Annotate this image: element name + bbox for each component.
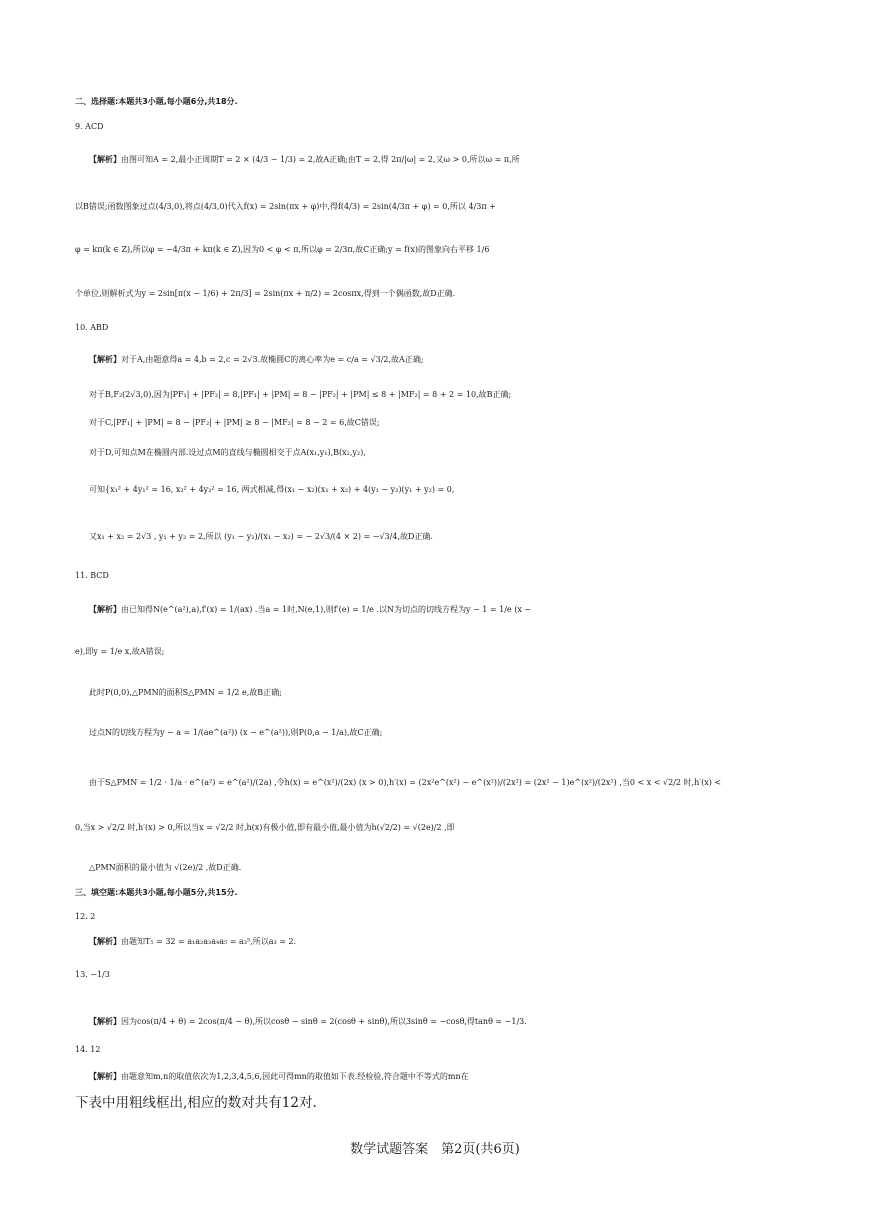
q12-answer: 12. 2 xyxy=(75,912,96,921)
q11-line-3: 此时P(0,0),△PMN的面积S△PMN = 1/2 e,故B正确; xyxy=(89,688,282,697)
q14-line-1: 【解析】由题意知m,n的取值依次为1,2,3,4,5,6,因此可得mn的取值如下表.经检验,符合题中不等式的mn在 xyxy=(89,1072,469,1081)
q10-line-6: 又x₁ + x₂ = 2√3 , y₁ + y₂ = 2,所以 (y₁ − y₂)/(x₁ − x₂) = − 2√3/(4 × 2) = −√3/4,故D正确. xyxy=(89,532,433,541)
q14-answer: 14. 12 xyxy=(75,1045,101,1054)
q11-line-4: 过点N的切线方程为y − a = 1/(ae^(a²)) (x − e^(a²)),则P(0,a − 1/a),故C正确; xyxy=(89,728,383,737)
q13-line-1: 【解析】因为cos(π/4 + θ) = 2cos(π/4 − θ),所以cosθ − sinθ = 2(cosθ + sinθ),所以3sinθ = −cosθ,得tanθ = −1/3. xyxy=(89,1017,527,1026)
q13-answer: 13. −1/3 xyxy=(75,970,110,979)
section-heading-fill: 三、填空题:本题共3小题,每小题5分,共15分. xyxy=(75,888,238,897)
analysis-tag: 【解析】 xyxy=(89,937,121,946)
q11-line-2: e),即y = 1/e x,故A错误; xyxy=(75,647,165,656)
analysis-tag: 【解析】 xyxy=(89,1017,121,1026)
q9-line-3: φ = kπ(k ∈ Z),所以φ = −4/3π + kπ(k ∈ Z),因为0 < φ < π,所以φ = 2/3π,故C正确;y = f(x)的图象向右平移 1/6 xyxy=(75,245,490,254)
q10-line-1: 【解析】对于A,由题意得a = 4,b = 2,c = 2√3.故椭圆C的离心率为e = c/a = √3/2,故A正确; xyxy=(89,355,424,364)
q9-answer: 9. ACD xyxy=(75,122,104,131)
q14-line-2: 下表中用粗线框出,相应的数对共有12对. xyxy=(75,1095,317,1111)
q9-line-2: 以B错误;函数图象过点(4/3,0),将点(4/3,0)代入f(x) = 2sin(πx + φ)中,得f(4/3) = 2sin(4/3π + φ) = 0,所以 4/3π + xyxy=(75,202,496,211)
analysis-tag: 【解析】 xyxy=(89,355,121,364)
analysis-tag: 【解析】 xyxy=(89,1072,121,1081)
analysis-tag: 【解析】 xyxy=(89,605,121,614)
q10-line-5: 可知{x₁² + 4y₁² = 16, x₂² + 4y₂² = 16, 两式相减,得(x₁ − x₂)(x₁ + x₂) + 4(y₁ − y₂)(y₁ + y₂) = 0, xyxy=(89,485,455,494)
q10-line-3: 对于C,|PF₁| + |PM| = 8 − |PF₂| + |PM| ≥ 8 − |MF₂| = 8 − 2 = 6,故C错误; xyxy=(89,418,380,427)
page-footer: 数学试题答案 第2页(共6页) xyxy=(350,1142,520,1157)
q11-line-5: 由于S△PMN = 1/2 · 1/a · e^(a²) = e^(a²)/(2a) ,令h(x) = e^(x²)/(2x) (x > 0),h′(x) = (2x²e^(x²) − e^(x²))/(2x²) = (2x² − 1)e^(x²)/(2x²) ,当0 < x < √2/2 时,h′(x) < xyxy=(89,778,722,787)
q11-answer: 11. BCD xyxy=(75,571,109,580)
q11-line-7: △PMN面积的最小值为 √(2e)/2 ,故D正确. xyxy=(89,863,242,872)
q9-line-1: 【解析】由图可知A = 2,最小正周期T = 2 × (4/3 − 1/3) = 2,故A正确;由T = 2,得 2π/|ω| = 2,又ω > 0,所以ω = π,所 xyxy=(89,155,520,164)
q12-line-1: 【解析】由题知T₅ = 32 = a₁a₂a₃a₄a₅ = a₃⁵,所以a₃ = 2. xyxy=(89,937,297,946)
q10-line-2: 对于B,F₂(2√3,0),因为|PF₁| + |PF₂| = 8,|PF₁| + |PM| = 8 − |PF₂| + |PM| ≤ 8 + |MF₂| = 8 + 2 = 10,故B正确; xyxy=(89,390,512,399)
q11-line-6: 0,当x > √2/2 时,h′(x) > 0,所以当x = √2/2 时,h(x)有极小值,即有最小值,最小值为h(√2/2) = √(2e)/2 ,即 xyxy=(75,823,455,832)
analysis-tag: 【解析】 xyxy=(89,155,121,164)
q10-line-4: 对于D,可知点M在椭圆内部.设过点M的直线与椭圆相交于点A(x₁,y₁),B(x₂,y₂), xyxy=(89,448,366,457)
q9-line-4: 个单位,则解析式为y = 2sin[π(x − 1/6) + 2π/3] = 2sin(πx + π/2) = 2cosπx,得到一个偶函数,故D正确. xyxy=(75,289,456,298)
q10-answer: 10. ABD xyxy=(75,323,109,332)
section-heading-choice: 二、选择题:本题共3小题,每小题6分,共18分. xyxy=(75,97,238,106)
q11-line-1: 【解析】由已知得N(e^(a²),a),f′(x) = 1/(ax) .当a = 1时,N(e,1),则f′(e) = 1/e .以N为切点的切线方程为y − 1 = 1/e (x − xyxy=(89,605,532,614)
